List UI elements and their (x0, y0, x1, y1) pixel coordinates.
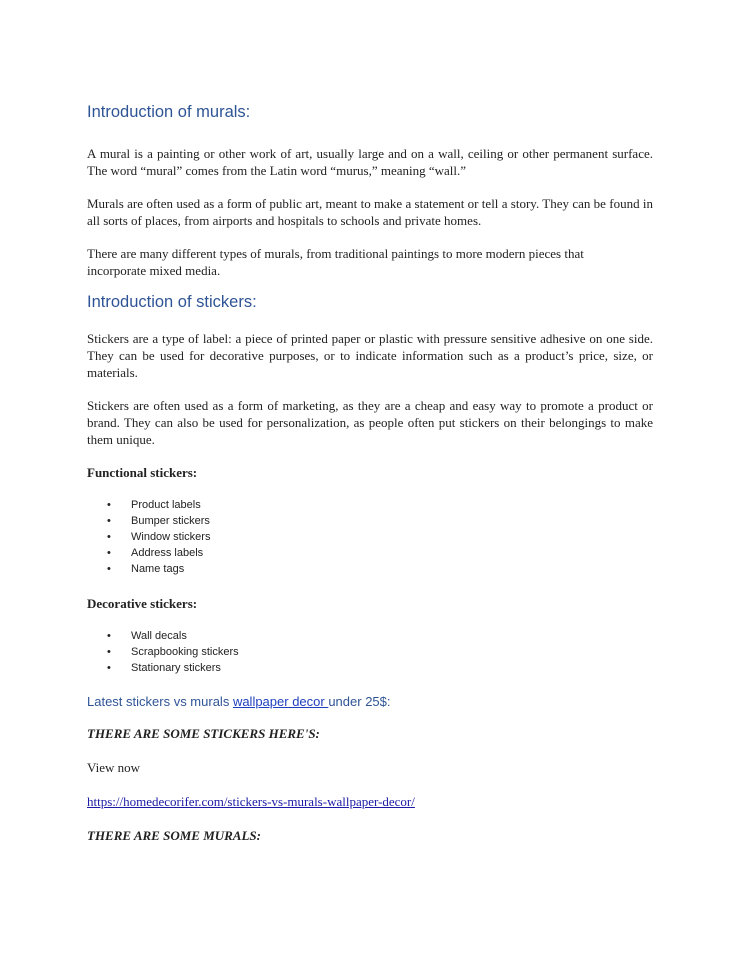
bullet-icon: • (107, 499, 111, 511)
bullet-icon: • (107, 630, 111, 642)
list-item: • Product labels (107, 499, 201, 511)
murals-paragraph-1: A mural is a painting or other work of art, usually large and on a wall, ceiling or other permanent surface. The word “mural” comes from the Latin word “murus,” meaning “wall.” (87, 146, 653, 178)
list-item: • Bumper stickers (107, 515, 210, 527)
list-item: • Window stickers (107, 531, 211, 543)
latest-line: Latest stickers vs murals wallpaper decor under 25$: (87, 694, 391, 709)
decorative-stickers-title: Decorative stickers: (87, 596, 198, 611)
murals-heading: Introduction of murals: (87, 103, 251, 121)
functional-stickers-title: Functional stickers: (87, 465, 198, 480)
bullet-icon: • (107, 646, 111, 658)
list-item: • Name tags (107, 563, 185, 575)
bullet-icon: • (107, 563, 111, 575)
murals-paragraph-3: There are many different types of murals, from traditional paintings to more modern pieces that incorporate mixed media. (87, 246, 584, 278)
list-item: • Address labels (107, 547, 204, 559)
decorative-stickers-list (87, 628, 653, 676)
stickers-here-heading: THERE ARE SOME STICKERS HERE'S: (87, 726, 320, 741)
stickers-paragraph-2: Stickers are often used as a form of marketing, as they are a cheap and easy way to promote a product or brand. They can also be used for personalization, as people often put stickers on their belongings to make them unique. (87, 398, 653, 447)
functional-stickers-list (87, 497, 653, 577)
list-item: • Stationary stickers (107, 662, 221, 674)
document-content (87, 100, 653, 844)
wallpaper-decor-link[interactable]: wallpaper decor (232, 694, 329, 709)
bullet-icon: • (107, 515, 111, 527)
bullet-icon: • (107, 547, 111, 559)
bullet-icon: • (107, 531, 111, 543)
stickers-paragraph-1: Stickers are a type of label: a piece of printed paper or plastic with pressure sensitive adhesive on one side. They can be used for decorative purposes, or to indicate information such as a product’s price, size, or materials. (87, 331, 653, 380)
list-item: • Wall decals (107, 630, 187, 642)
stickers-heading: Introduction of stickers: (87, 293, 257, 311)
list-item: • Scrapbooking stickers (107, 646, 239, 658)
view-now-text: View now (87, 760, 141, 775)
article-url-link[interactable]: https://homedecorifer.com/stickers-vs-murals-wallpaper-decor/ (87, 794, 415, 809)
murals-paragraph-2: Murals are often used as a form of public art, meant to make a statement or tell a story. They can be found in all sorts of places, from airports and hospitals to schools and private homes. (87, 196, 653, 228)
murals-here-heading: THERE ARE SOME MURALS: (87, 828, 261, 843)
bullet-icon: • (107, 662, 111, 674)
